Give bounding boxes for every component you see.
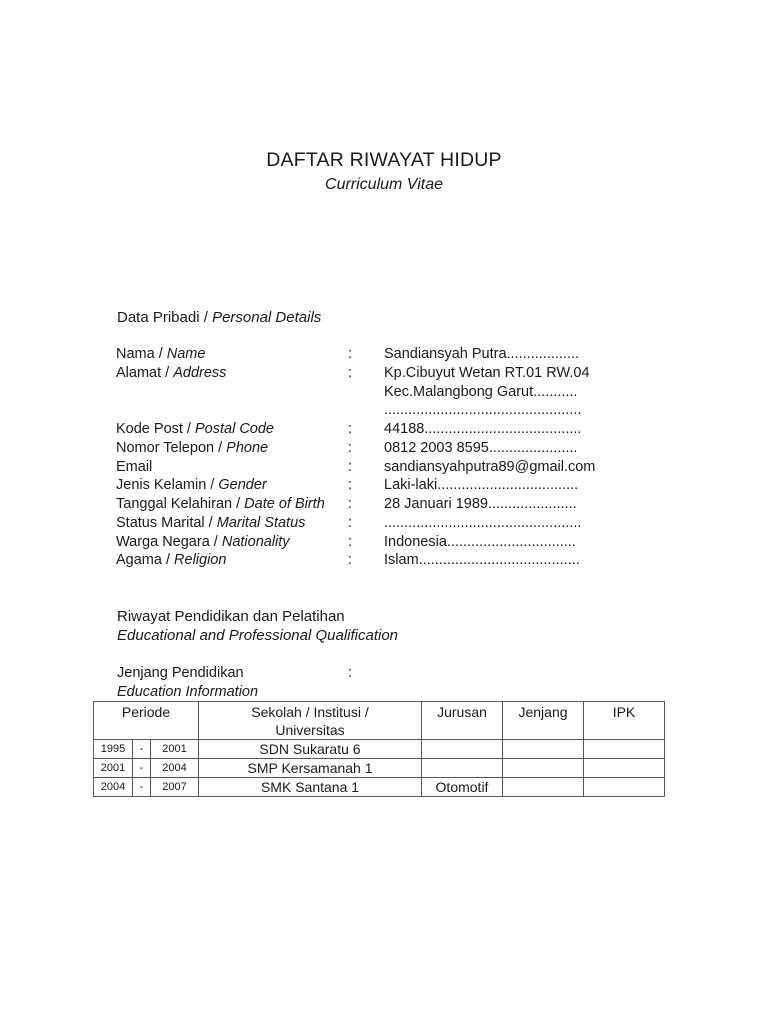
label-id: Status Marital /: [116, 514, 217, 531]
label-en: Postal Code: [195, 421, 274, 437]
cell-level: [503, 740, 584, 759]
label-id: Nama /: [116, 346, 167, 362]
personal-detail-colon: :: [348, 477, 353, 494]
cell-start-year: 2004: [94, 778, 133, 797]
header-school-line2: Universitas: [275, 722, 345, 738]
education-table: [93, 701, 665, 797]
education-level-colon: :: [348, 665, 353, 681]
personal-detail-row: [116, 364, 636, 420]
cell-school: SMK Santana 1: [199, 778, 422, 797]
label-id: Agama /: [116, 552, 175, 569]
cell-major: [422, 759, 503, 778]
personal-detail-value: 28 Januari 1989......................: [384, 496, 577, 512]
personal-detail-value: 0812 2003 8595......................: [384, 439, 578, 456]
cell-separator: -: [133, 740, 151, 759]
personal-section-heading: Data Pribadi / Personal Details: [117, 309, 322, 326]
table-row: [94, 778, 665, 797]
personal-detail-value: Laki-laki...................................: [384, 477, 579, 494]
cell-start-year: 2001: [94, 759, 133, 778]
personal-detail-value: .................................................: [384, 402, 582, 419]
personal-detail-row: [116, 439, 636, 458]
label-en: Religion: [174, 552, 227, 569]
label-id: Warga Negara /: [116, 533, 222, 550]
document-title: DAFTAR RIWAYAT HIDUP: [266, 149, 502, 171]
personal-heading-en: Personal Details: [212, 309, 322, 326]
cell-end-year: 2004: [151, 759, 199, 778]
cell-gpa: [584, 740, 665, 759]
cell-separator: -: [133, 778, 151, 797]
label-id: Alamat /: [116, 364, 174, 381]
personal-detail-value: Sandiansyah Putra..................: [384, 346, 580, 362]
education-section-heading-en: Educational and Professional Qualification: [117, 627, 399, 644]
personal-detail-colon: :: [348, 514, 353, 531]
education-table-header-row: [94, 702, 665, 740]
label-id: Tanggal Kelahiran /: [116, 496, 245, 512]
personal-detail-label: [116, 439, 268, 458]
personal-detail-value: 44188.......................................: [384, 421, 582, 437]
personal-detail-row: [116, 551, 636, 570]
cell-gpa: [584, 778, 665, 797]
education-section-heading: Riwayat Pendidikan dan Pelatihan: [117, 608, 345, 625]
personal-detail-colon: :: [348, 364, 353, 381]
personal-detail-colon: :: [348, 439, 353, 456]
personal-detail-row: [116, 533, 636, 552]
cell-school: SDN Sukaratu 6: [199, 740, 422, 759]
personal-detail-value: sandiansyahputra89@gmail.com: [384, 458, 596, 475]
table-row: [94, 759, 665, 778]
personal-detail-label: [116, 533, 290, 552]
personal-detail-colon: :: [348, 346, 353, 362]
header-level: Jenjang: [503, 702, 584, 740]
personal-detail-value: Kec.Malangbong Garut...........: [384, 383, 578, 400]
label-id: Kode Post /: [116, 421, 195, 437]
personal-detail-value: Indonesia................................: [384, 533, 576, 550]
cell-major: [422, 740, 503, 759]
personal-detail-label: [116, 420, 274, 439]
personal-detail-row: [116, 420, 636, 439]
education-level-label: Jenjang Pendidikan: [117, 665, 244, 681]
personal-detail-colon: :: [348, 552, 353, 569]
personal-detail-label: [116, 551, 226, 570]
cell-major: Otomotif: [422, 778, 503, 797]
personal-detail-label: [116, 514, 305, 533]
personal-detail-value: Kp.Cibuyut Wetan RT.01 RW.04: [384, 364, 590, 381]
personal-detail-row: [116, 514, 636, 533]
cell-gpa: [584, 759, 665, 778]
personal-detail-row: [116, 345, 636, 364]
cell-start-year: 1995: [94, 740, 133, 759]
header-school: [199, 702, 422, 740]
header-school-line1: Sekolah / Institusi /: [251, 704, 369, 720]
table-row: [94, 740, 665, 759]
cell-level: [503, 778, 584, 797]
personal-detail-label: [116, 364, 226, 383]
personal-detail-label: [116, 476, 267, 495]
personal-detail-value: Islam........................................: [384, 552, 580, 569]
document-subtitle: Curriculum Vitae: [325, 176, 443, 193]
personal-detail-row: [116, 476, 636, 495]
personal-detail-label: [116, 345, 205, 364]
personal-detail-value: .................................................: [384, 514, 582, 531]
label-en: Nationality: [221, 533, 290, 550]
header-period: Periode: [94, 702, 199, 740]
label-id: Email: [116, 458, 153, 475]
personal-heading-text: Data Pribadi: [117, 309, 200, 326]
header-gpa: IPK: [584, 702, 665, 740]
label-id: Nomor Telepon /: [116, 439, 227, 456]
personal-detail-colon: :: [348, 458, 353, 475]
label-en: Address: [173, 364, 227, 381]
label-en: Phone: [226, 439, 269, 456]
personal-detail-row: [116, 495, 636, 514]
personal-detail-colon: :: [348, 496, 353, 512]
header-major: Jurusan: [422, 702, 503, 740]
education-level-label-en: Education Information: [117, 684, 259, 700]
personal-detail-colon: :: [348, 533, 353, 550]
cell-school: SMP Kersamanah 1: [199, 759, 422, 778]
cell-level: [503, 759, 584, 778]
cell-end-year: 2007: [151, 778, 199, 797]
label-en: Name: [166, 346, 206, 362]
label-en: Date of Birth: [244, 496, 325, 512]
personal-detail-row: [116, 458, 636, 477]
personal-detail-colon: :: [348, 421, 353, 437]
label-id: Jenis Kelamin /: [116, 477, 219, 494]
label-en: Gender: [218, 477, 267, 494]
personal-detail-label: [116, 458, 152, 477]
label-en: Marital Status: [216, 514, 306, 531]
cell-end-year: 2001: [151, 740, 199, 759]
cell-separator: -: [133, 759, 151, 778]
personal-detail-label: [116, 495, 325, 514]
